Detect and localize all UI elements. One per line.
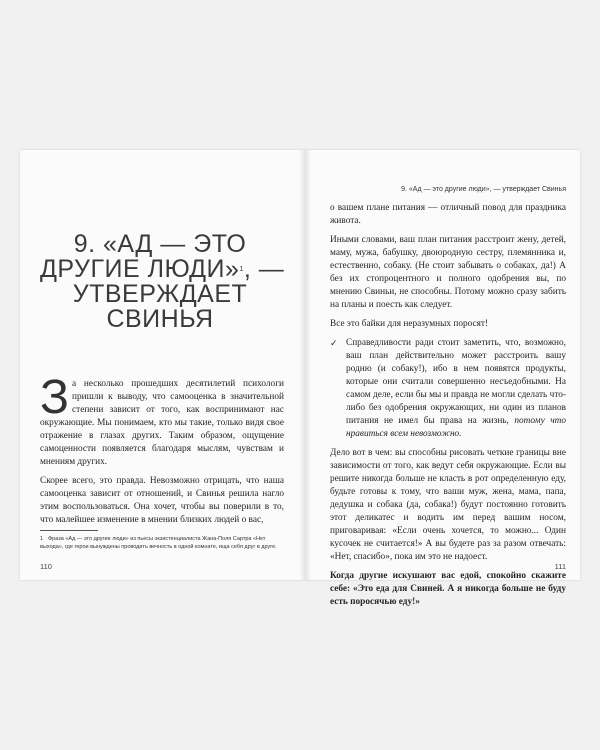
book-spread [20, 150, 580, 607]
footnote-text: Фраза «Ад — это другие люди» из пьесы экзистенциалиста Жана-Поля Сартра «Нет выхода», где герои вынуждены проводить вечность в одной комнате, ища себя друг в друге. [40, 536, 277, 550]
closing-bold-text: Когда другие искушают вас едой, спокойно скажите себе: «Это еда для Свиней. А я никогда больше не буду есть поросячью еду!» [330, 571, 566, 607]
chapter-title [40, 230, 285, 333]
left-paragraph-1-text: а несколько прошедших десятилетий психологи пришли к выводу, что самооценка в значительной степени зависит от того, как воспринимают нас окружающие. Мы понимаем, кто мы такие, только видя свое отражение в глазах других. Таким образом, ощущение самоценности появляется благодаря мыслям, чувствам и мнениям других. [40, 379, 284, 467]
page-number-left: 110 [40, 562, 52, 571]
chapter-title-line-2-dash: , — [243, 255, 285, 283]
footnote-divider [40, 530, 98, 531]
drop-cap: З [40, 371, 69, 424]
right-body-text [330, 202, 566, 615]
chapter-title-line-1: 9. «АД — ЭТО [73, 230, 247, 258]
footnote-number: 1 [40, 536, 44, 542]
chapter-title-line-4: СВИНЬЯ [106, 305, 214, 333]
right-paragraph-3: Все это байки для неразумных поросят! [330, 319, 489, 329]
checklist-italic-text: потому что нравиться всем невозможно. [346, 416, 566, 439]
chapter-title-line-2 [40, 255, 285, 283]
chapter-title-line-3: УТВЕРЖДАЕТ [72, 280, 248, 308]
left-paragraph-2: Скорее всего, это правда. Невозможно отрицать, что наша самооценка зависит от отношений, и Свинья решила нагло этим воспользоваться. Она хочет, чтобы вы поверили в то, что малейшее изменение в мнении близких людей о вас, [40, 476, 284, 525]
checklist-text: Справедливости ради стоит заметить, что, возможно, ваш план действительно может расстроить вашу родню (и собаку!), ибо в нем появятся продукты, которые они считали совершенно несъедобными. На самом деле, если бы мы и правда не могли сделать что-либо без одобрения окружающих, ни один из планов питания не имел бы права на жизнь, [346, 338, 566, 426]
footnote-reference: 1 [239, 266, 244, 273]
checklist-item [330, 337, 566, 441]
page-number-right: 111 [554, 562, 566, 571]
footnote [40, 535, 284, 551]
chapter-title-line-2-text: ДРУГИЕ ЛЮДИ» [40, 255, 240, 283]
left-page [20, 150, 300, 580]
left-body-text [40, 371, 284, 533]
left-paragraph-1 [40, 371, 284, 469]
right-paragraph-1: о вашем плане питания — отличный повод для праздника живота. [330, 203, 566, 226]
right-paragraph-4: Дело вот в чем: вы способны рисовать четкие границы вне зависимости от того, как ведут себя окружающие. Если вы решите никогда больше не класть в рот определенную еду, будьте готовы к тому, что ваши муж, жена, мама, папа, дедушка и собака (да, собака!) будут постоянно готовить этот деликатес и водить им перед вашим носом, приговаривая: «Если очень хочется, то можно... Один кусочек не считается!» А вы будете раз за разом отвечать: «Нет, спасибо», пока им это не надоест. [330, 448, 566, 562]
running-head: 9. «Ад — это другие люди», — утверждает Свинья [401, 186, 566, 193]
right-paragraph-2: Иными словами, ваш план питания расстроит жену, детей, маму, мужа, бабушку, двоюродную сестру, племянника и, естественно, собаку. (Не стоит забывать о собаках, да!) А без их стопроцентного и полного одобрения вы, по мнению Свиньи, не способны. Потому можно сразу забить на планы и поесть как следует. [330, 235, 566, 310]
right-page [310, 150, 580, 607]
checkmark-icon: ✓ [330, 338, 338, 348]
